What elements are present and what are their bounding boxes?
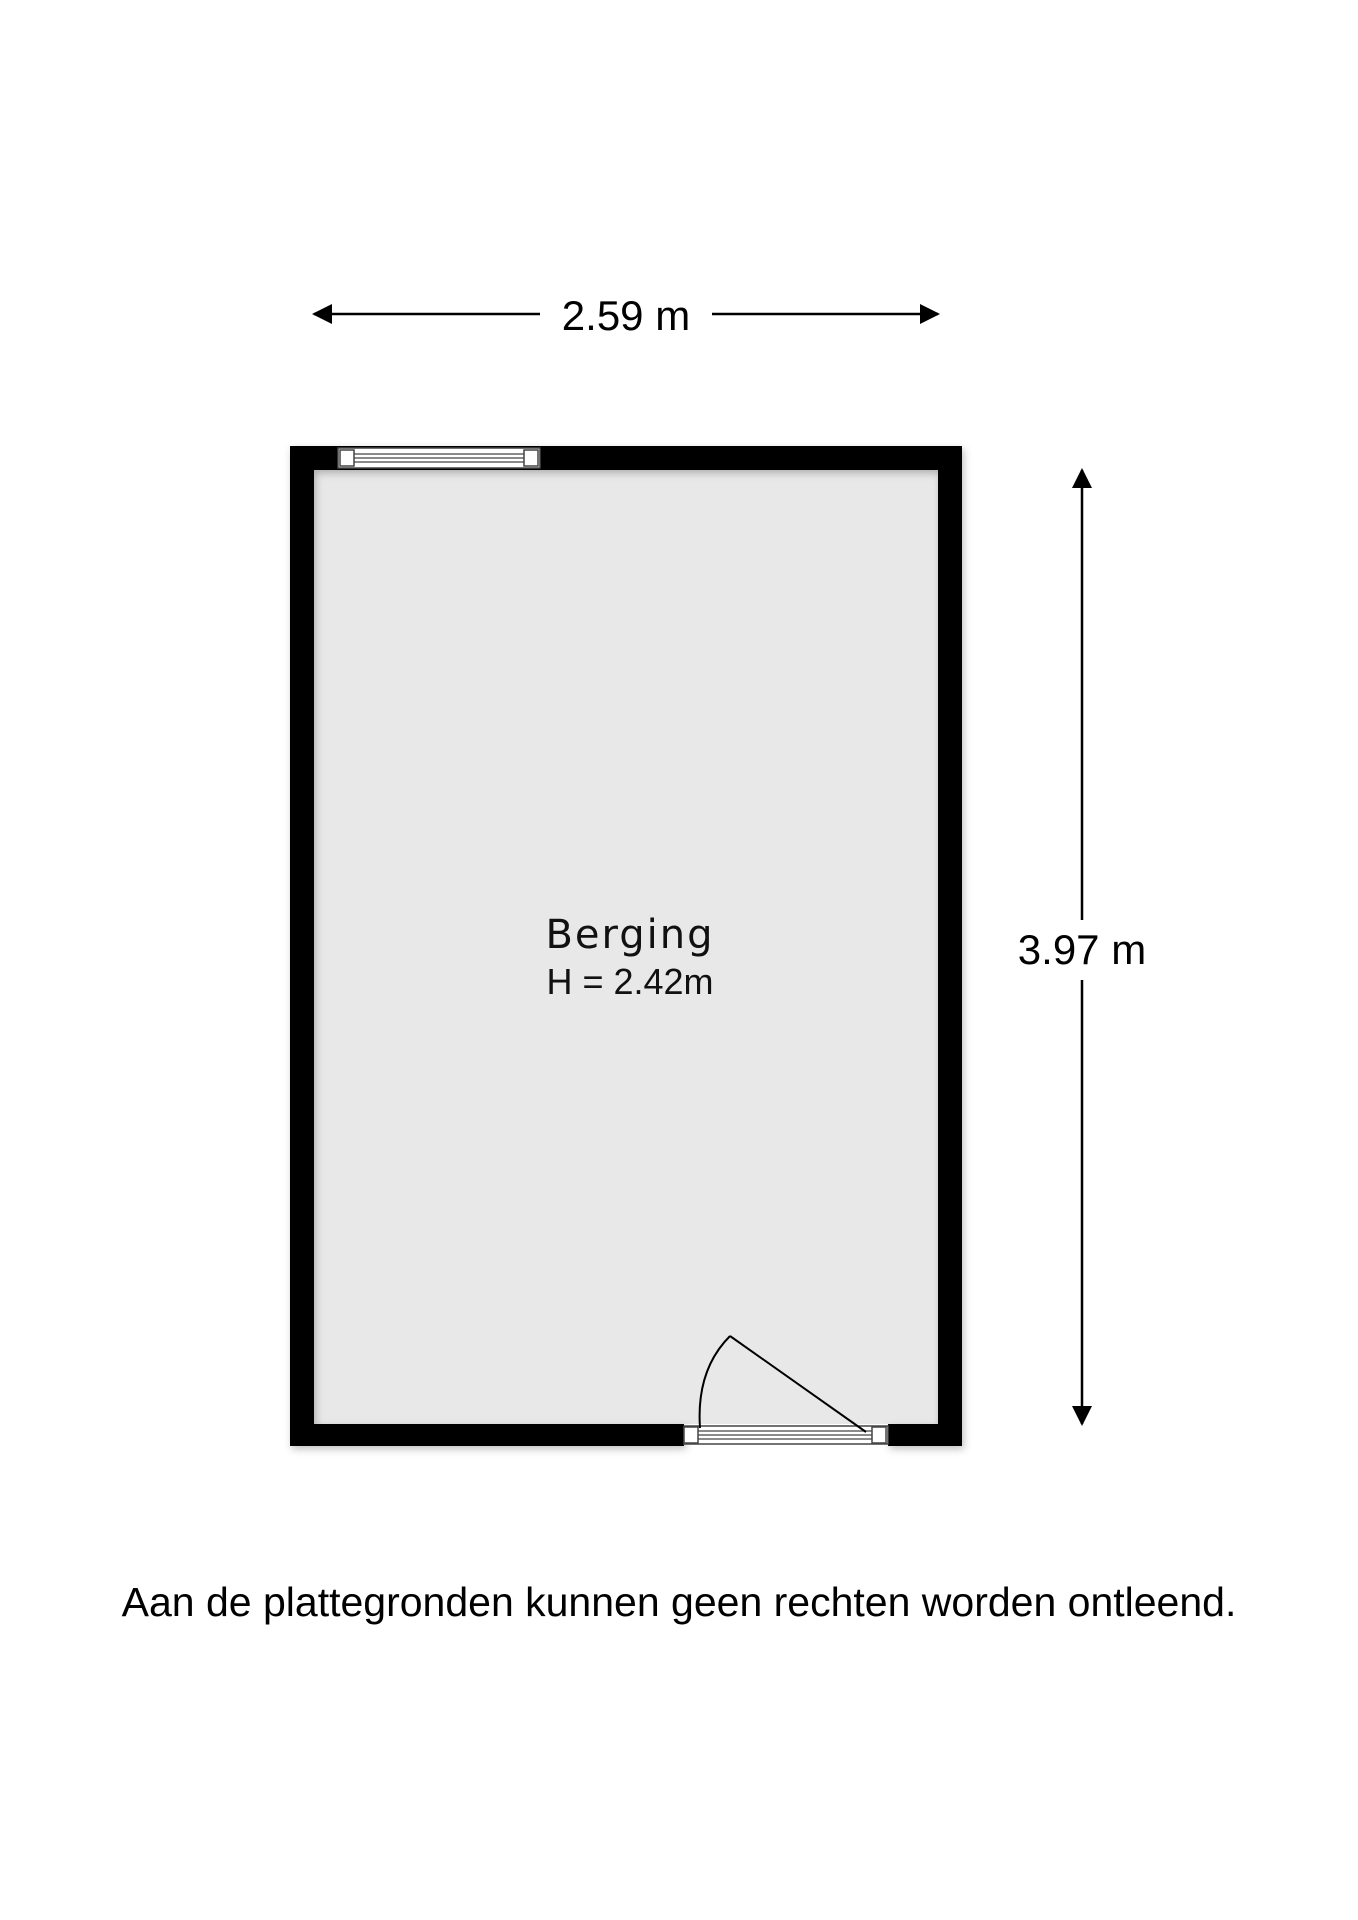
window-top: [338, 448, 540, 468]
width-dimension: [314, 292, 938, 339]
door-opening: [684, 1426, 888, 1444]
room-berging: [290, 446, 962, 1446]
wall-right: [938, 446, 962, 1446]
room-name: Berging: [545, 912, 715, 958]
wall-left: [290, 446, 314, 1446]
room-height: H = 2.42m: [546, 961, 714, 1002]
disclaimer-text: Aan de plattegronden kunnen geen rechten worden ontleend.: [121, 1579, 1237, 1625]
width-label: 2.59 m: [561, 292, 691, 339]
wall-bottom-right: [888, 1424, 962, 1446]
wall-bottom-left: [290, 1424, 684, 1446]
depth-dimension: [1018, 470, 1146, 1424]
depth-label: 3.97 m: [1017, 926, 1147, 973]
